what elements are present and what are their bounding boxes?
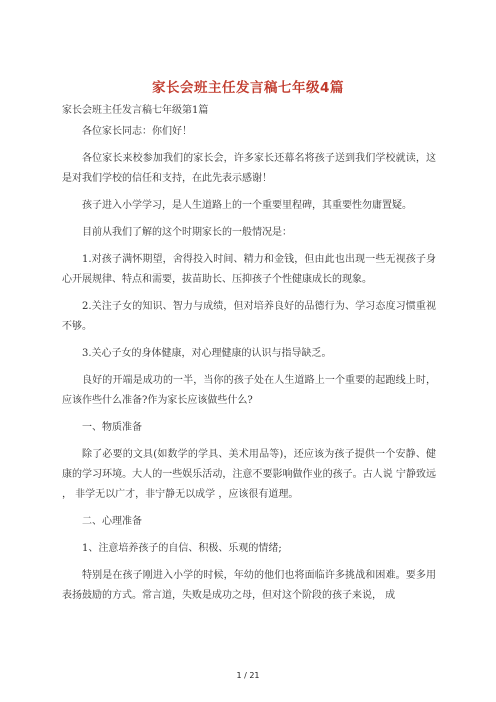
section-heading: 二、心理准备 bbox=[82, 516, 142, 527]
page-indicator: 1 / 21 bbox=[236, 671, 260, 680]
document-subtitle: 家长会班主任发言稿七年级第1篇 bbox=[62, 105, 209, 116]
paragraph: 1.对孩子满怀期望，舍得投入时间、精力和金钱，但由此也出现一些无视孩子身心开展规律、特点和需要，拔苗助长、压抑孩子个性健康成长的现象。 bbox=[62, 254, 436, 285]
paragraph: 2.关注子女的知识、智力与成绩，但对培养良好的品德行为、学习态度习惯重视不够。 bbox=[62, 301, 436, 332]
paragraph: 孩子进入小学学习，是人生道路上的一个重要里程碑，其重要性勿庸置疑。 bbox=[82, 200, 412, 211]
document-title: 家长会班主任发言稿七年级4篇 bbox=[152, 80, 344, 96]
document-body bbox=[62, 122, 436, 613]
paragraph: 各位家长同志：你们好！ bbox=[82, 126, 192, 137]
paragraph: 目前从我们了解的这个时期家长的一般情况是： bbox=[82, 227, 292, 238]
paragraph: 3.关心子女的身体健康，对心理健康的认识与指导缺乏。 bbox=[82, 348, 332, 359]
section-heading: 一、物质准备 bbox=[82, 422, 142, 433]
paragraph: 特别是在孩子刚进入小学的时候，年幼的他们也将面临许多挑战和困难。要多用表扬鼓励的方式。常言道，失败是成功之母，但对这个阶段的孩子来说， 成 bbox=[62, 570, 436, 601]
paragraph: 1、注意培养孩子的自信、积极、乐观的情绪; bbox=[82, 543, 282, 554]
paragraph: 各位家长来校参加我们的家长会，许多家长还幕名将孩子送到我们学校就读，这是对我们学校的信任和支持，在此先表示感谢！ bbox=[62, 153, 436, 184]
paragraph: 除了必要的文具(如数学的学具、美术用品等)，还应该为孩子提供一个安静、健康的学习环境。大人的一些娱乐活动，注意不要影响做作业的孩子。古人说 宁静致远 ， 非学无以广才，非宁静无以成学 ，应该很有道理。 bbox=[62, 449, 436, 500]
paragraph: 良好的开端是成功的一半，当你的孩子处在人生道路上一个重要的起跑线上时，应该作些什么准备?作为家长应该做些什么? bbox=[62, 375, 436, 406]
